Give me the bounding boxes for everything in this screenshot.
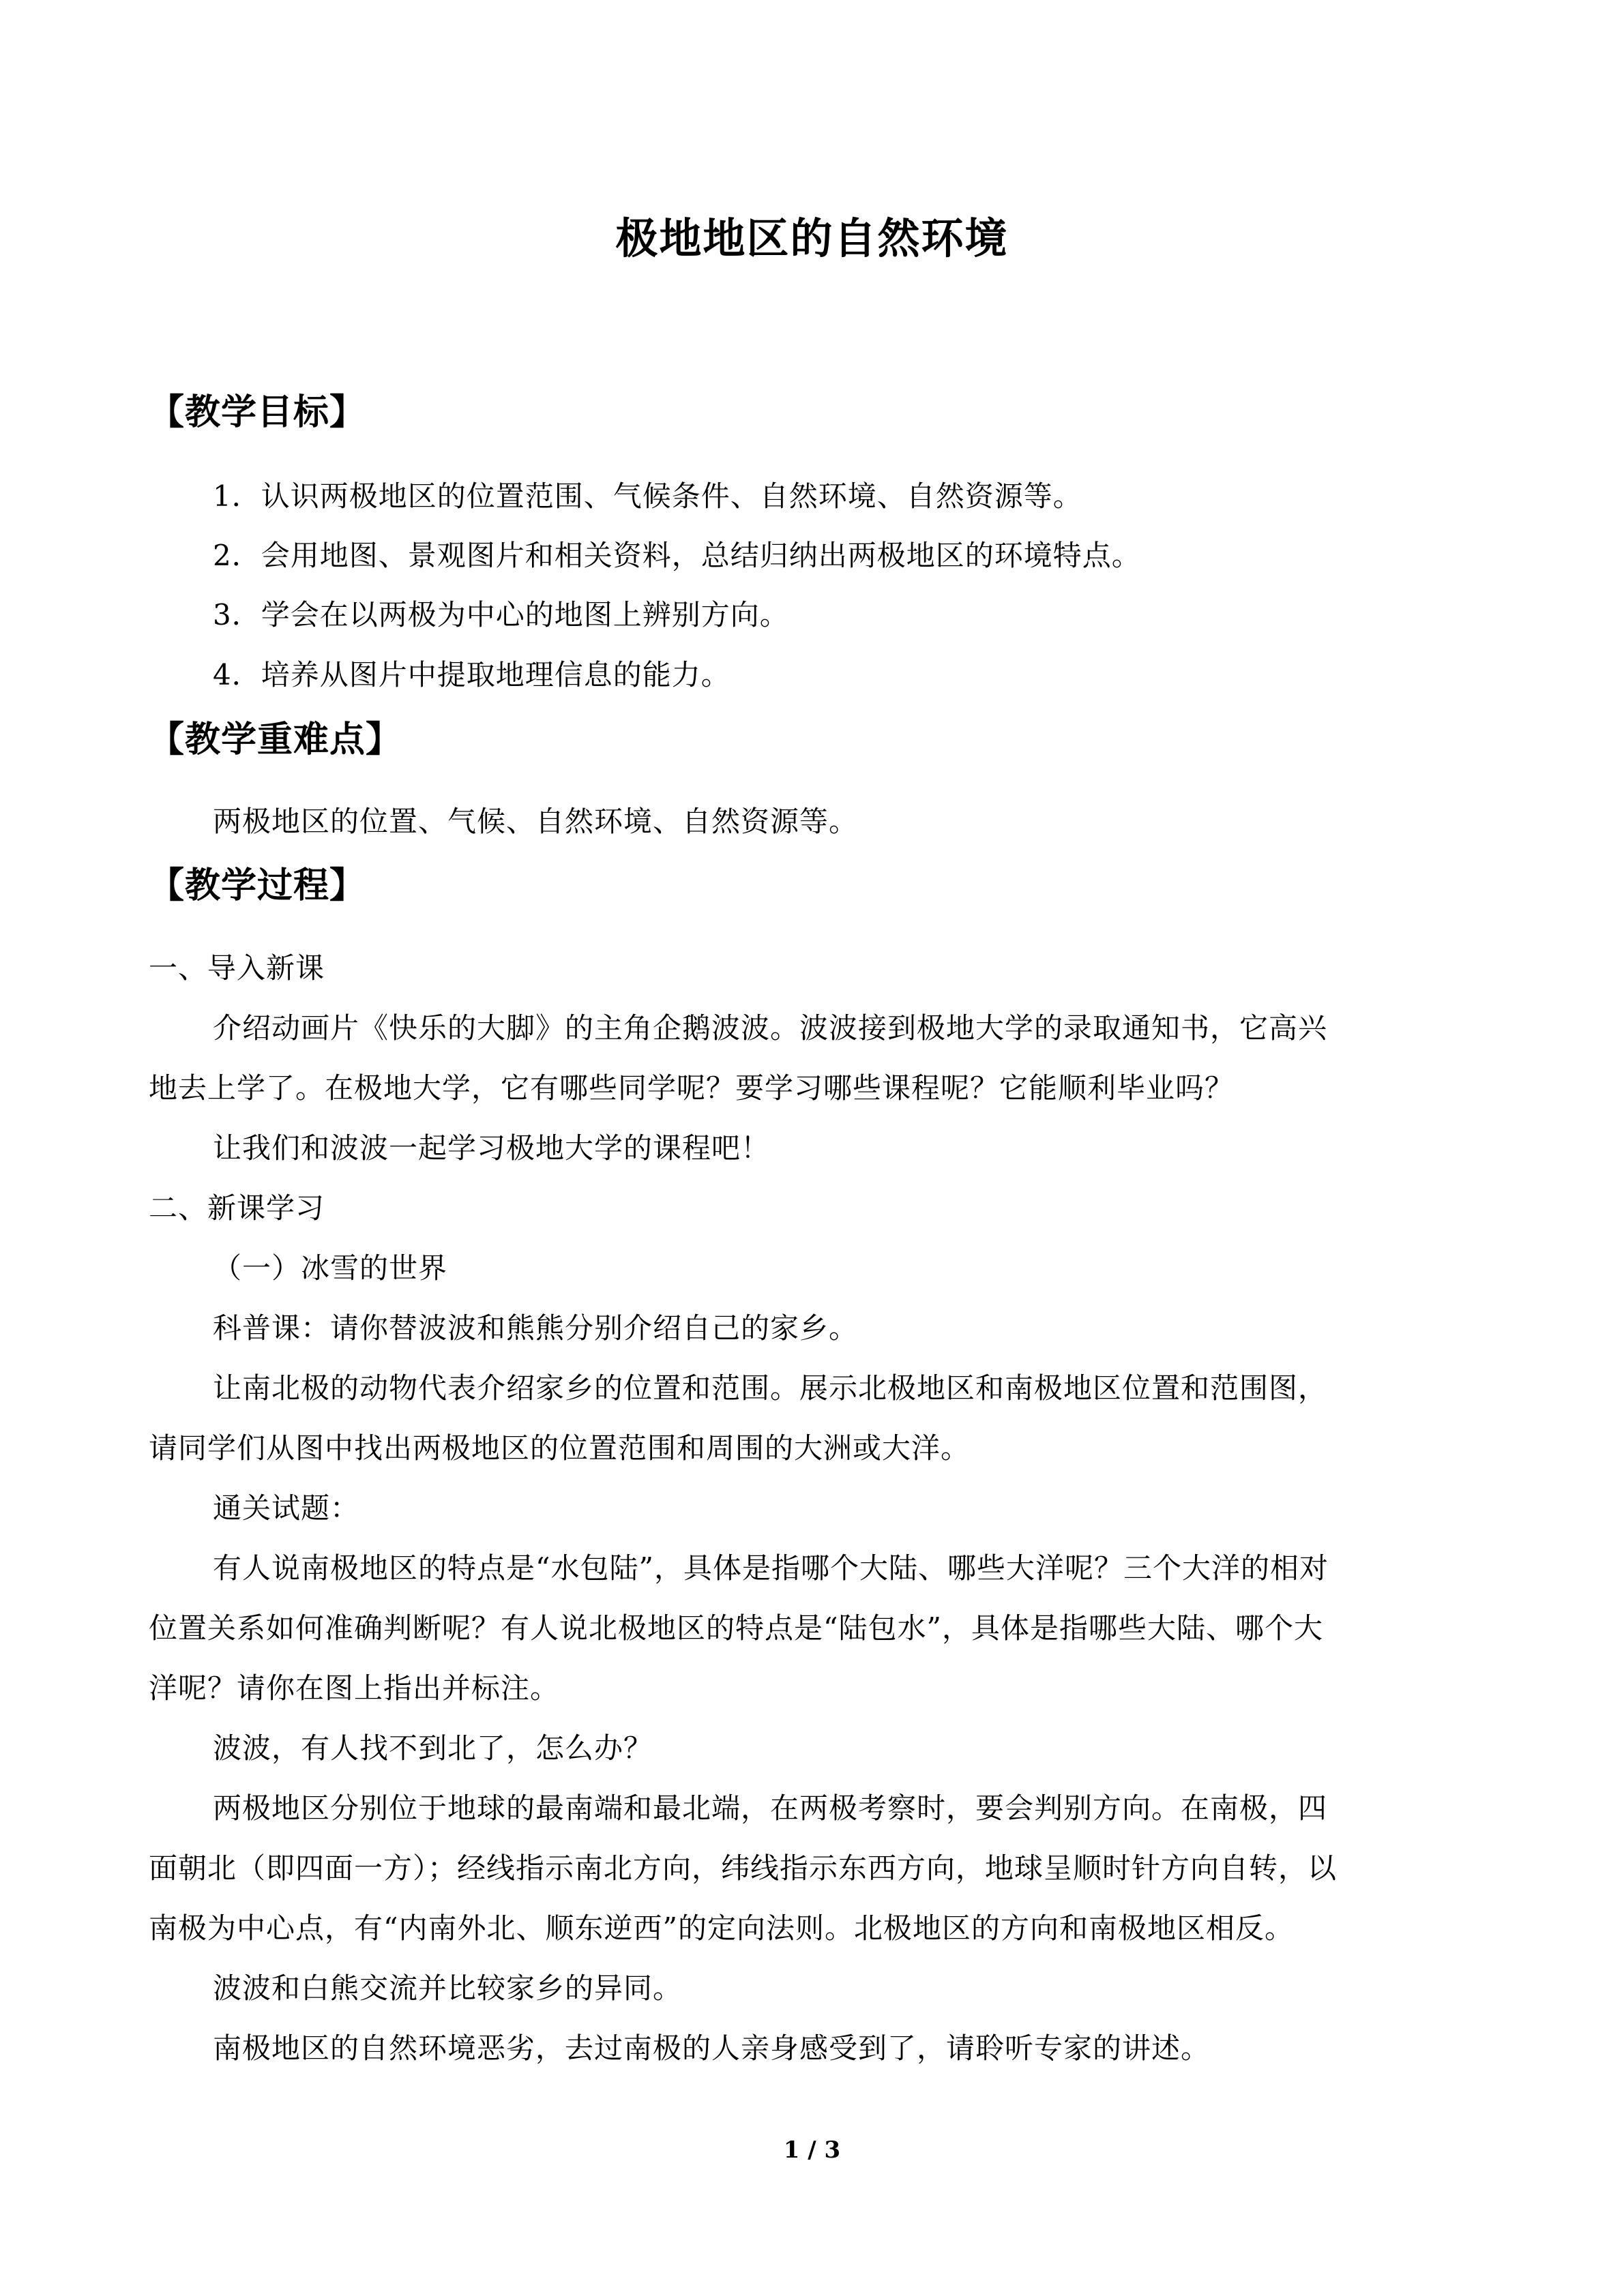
paragraph-line: 通关试题： (213, 1491, 360, 1525)
paragraph-line: 让我们和波波一起学习极地大学的课程吧！ (213, 1131, 771, 1165)
paragraph-line: 波波和白熊交流并比较家乡的异同。 (213, 1971, 683, 2005)
subsection-heading: （一）冰雪的世界 (213, 1251, 448, 1285)
paragraph-line: 波波，有人找不到北了，怎么办？ (213, 1731, 653, 1765)
objective-item: 2．会用地图、景观图片和相关资料，总结归纳出两极地区的环境特点。 (213, 539, 1141, 572)
section-heading-process: 【教学过程】 (149, 865, 366, 906)
subsection-heading: 二、新课学习 (149, 1191, 325, 1225)
keypoints-text: 两极地区的位置、气候、自然环境、自然资源等。 (213, 805, 859, 838)
subsection-heading: 一、导入新课 (149, 951, 325, 985)
section-heading-objectives: 【教学目标】 (149, 392, 366, 433)
paragraph-line: 南极地区的自然环境恶劣，去过南极的人亲身感受到了，请聆听专家的讲述。 (213, 2031, 1211, 2065)
objective-item: 1．认识两极地区的位置范围、气候条件、自然环境、自然资源等。 (213, 479, 1082, 513)
section-heading-keypoints: 【教学重难点】 (149, 719, 402, 760)
objective-item: 3．学会在以两极为中心的地图上辨别方向。 (213, 598, 789, 631)
paragraph-line: 请同学们从图中找出两极地区的位置范围和周围的大洲或大洋。 (149, 1431, 971, 1465)
paragraph-line: 面朝北（即四面一方）；经线指示南北方向，纬线指示东西方向，地球呈顺时针方向自转，以 (149, 1851, 1338, 1885)
document-title: 极地地区的自然环境 (615, 213, 1009, 263)
paragraph-line: 位置关系如何准确判断呢？有人说北极地区的特点是“陆包水”，具体是指哪些大陆、哪个大 (149, 1611, 1323, 1645)
paragraph-line: 介绍动画片《快乐的大脚》的主角企鹅波波。波波接到极地大学的录取通知书，它高兴 (213, 1011, 1328, 1045)
paragraph-line: 有人说南极地区的特点是“水包陆”，具体是指哪个大陆、哪些大洋呢？三个大洋的相对 (213, 1551, 1329, 1585)
page-number: 1 / 3 (783, 2136, 841, 2164)
paragraph-line: 地去上学了。在极地大学，它有哪些同学呢？要学习哪些课程呢？它能顺利毕业吗？ (149, 1071, 1235, 1105)
objective-item: 4．培养从图片中提取地理信息的能力。 (213, 658, 730, 691)
paragraph-line: 科普课：请你替波波和熊熊分别介绍自己的家乡。 (213, 1311, 859, 1345)
paragraph-line: 洋呢？请你在图上指出并标注。 (149, 1671, 560, 1705)
paragraph-line: 让南北极的动物代表介绍家乡的位置和范围。展示北极地区和南极地区位置和范围图， (213, 1371, 1328, 1405)
paragraph-line: 南极为中心点，有“内南外北、顺东逆西”的定向法则。北极地区的方向和南极地区相反。 (149, 1911, 1294, 1945)
paragraph-line: 两极地区分别位于地球的最南端和最北端，在两极考察时，要会判别方向。在南极，四 (213, 1791, 1328, 1825)
